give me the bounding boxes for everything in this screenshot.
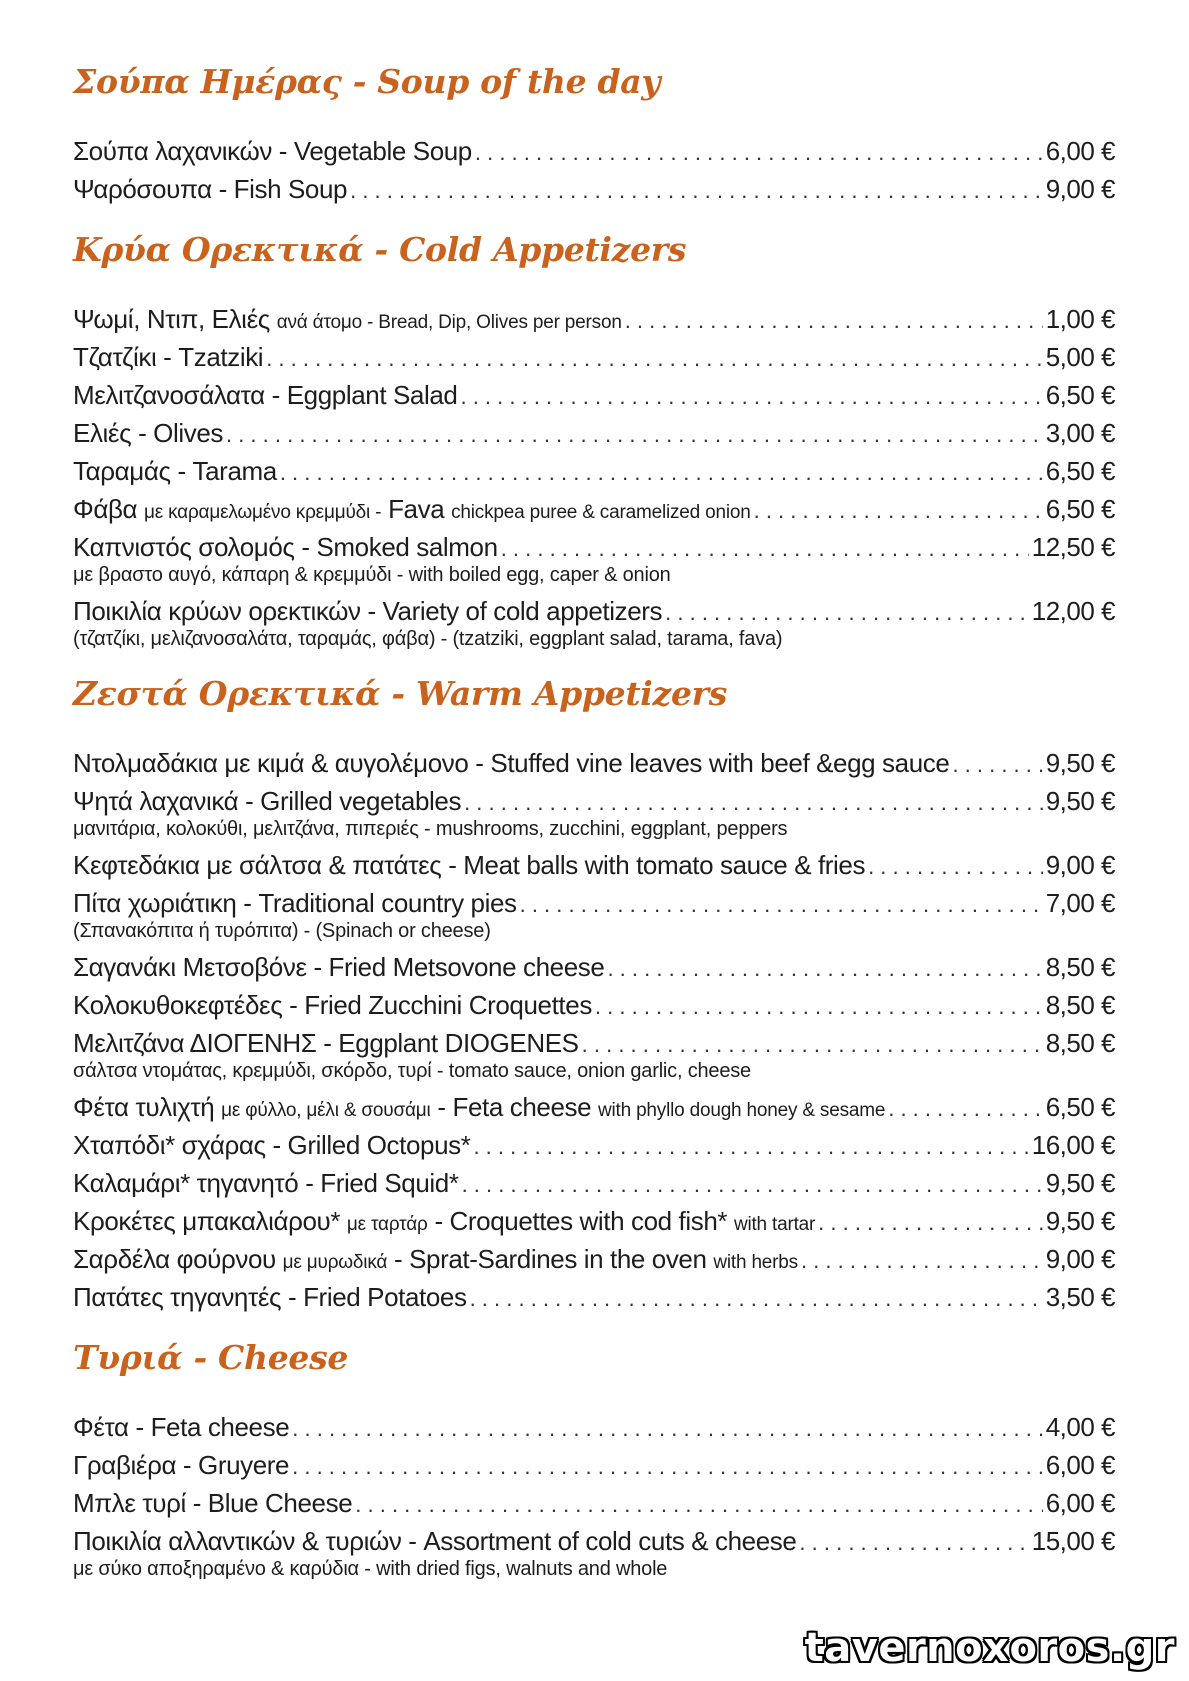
item-description: (τζατζίκι, μελιζανοσαλάτα, ταραμάς, φάβα) - (tzatziki, eggplant salad, tarama, fava) bbox=[73, 628, 783, 650]
section-title-warm: Ζεστά Ορεκτικά - Warm Appetizers bbox=[73, 674, 728, 713]
item-price: 3,50 € bbox=[1045, 1282, 1115, 1312]
item-name-note: με φύλλο, μέλι & σουσάμι bbox=[221, 1100, 431, 1121]
menu-item bbox=[73, 528, 1115, 592]
item-name-note-english: with herbs bbox=[713, 1252, 798, 1273]
item-name: Ταραμάς - Tarama bbox=[73, 456, 277, 486]
menu-item bbox=[73, 1164, 1115, 1202]
dot-leader bbox=[350, 172, 1043, 210]
menu-item bbox=[73, 1278, 1115, 1316]
item-description: μανιτάρια, κολοκύθι, μελιτζάνα, πιπεριές - mushrooms, zucchini, eggplant, peppers bbox=[73, 818, 788, 840]
dot-leader bbox=[868, 848, 1043, 886]
dot-leader bbox=[462, 1166, 1043, 1204]
item-name-english: - Croquettes with cod fish* bbox=[434, 1206, 728, 1236]
item-name: Ποικιλία αλλαντικών & τυριών - Assortment of cold cuts & cheese bbox=[73, 1526, 797, 1556]
item-price: 7,00 € bbox=[1045, 888, 1115, 918]
dot-leader bbox=[799, 1524, 1028, 1562]
dot-leader bbox=[355, 1486, 1042, 1524]
item-name: Πίτα χωριάτικη - Traditional country pies bbox=[73, 888, 517, 918]
item-name: Μελιτζανοσάλατα - Eggplant Salad bbox=[73, 380, 458, 410]
dot-leader bbox=[292, 1410, 1042, 1448]
item-name: Σούπα λαχανικών - Vegetable Soup bbox=[73, 136, 472, 166]
item-name-note: ανά άτομο - Bread, Dip, Olives per person bbox=[276, 312, 622, 333]
item-price: 12,00 € bbox=[1031, 596, 1115, 626]
item-name: Ντολμαδάκια με κιμά & αυγολέμονο - Stuffed vine leaves with beef &egg sauce bbox=[73, 748, 950, 778]
dot-leader bbox=[266, 340, 1043, 378]
menu-item bbox=[73, 1408, 1115, 1446]
item-name-english: - Sprat-Sardines in the oven bbox=[394, 1244, 707, 1274]
menu-item bbox=[73, 490, 1115, 528]
menu-item bbox=[73, 1522, 1115, 1582]
menu-item bbox=[73, 1484, 1115, 1522]
item-price: 9,50 € bbox=[1045, 1206, 1115, 1236]
dot-leader bbox=[473, 1128, 1028, 1166]
menu-item bbox=[73, 1088, 1115, 1126]
item-price: 6,50 € bbox=[1045, 380, 1115, 410]
section-title-cold: Κρύα Ορεκτικά - Cold Appetizers bbox=[73, 230, 687, 269]
dot-leader bbox=[226, 416, 1043, 454]
item-name bbox=[73, 300, 622, 342]
warm-list bbox=[73, 744, 1115, 1316]
menu-item bbox=[73, 948, 1115, 986]
dot-leader bbox=[888, 1090, 1042, 1128]
item-name bbox=[73, 1240, 798, 1282]
item-name: Γραβιέρα - Gruyere bbox=[73, 1450, 290, 1480]
menu-item bbox=[73, 1240, 1115, 1278]
menu-item bbox=[73, 170, 1115, 208]
section-cheese bbox=[73, 1338, 1115, 1582]
dot-leader bbox=[280, 454, 1043, 492]
item-price: 9,50 € bbox=[1045, 1168, 1115, 1198]
item-price: 1,00 € bbox=[1045, 304, 1115, 334]
item-price: 15,00 € bbox=[1031, 1526, 1115, 1556]
soup-list bbox=[73, 132, 1115, 208]
menu-item bbox=[73, 986, 1115, 1024]
menu-item bbox=[73, 376, 1115, 414]
item-price: 9,00 € bbox=[1045, 850, 1115, 880]
menu-item bbox=[73, 338, 1115, 376]
menu-item bbox=[73, 132, 1115, 170]
item-name-main: Φέτα τυλιχτή bbox=[73, 1092, 215, 1122]
menu-item bbox=[73, 452, 1115, 490]
item-name-main: Κροκέτες μπακαλιάρου* bbox=[73, 1206, 341, 1236]
menu-item bbox=[73, 300, 1115, 338]
section-warm-appetizers bbox=[73, 674, 1115, 1316]
item-price: 6,50 € bbox=[1045, 1092, 1115, 1122]
menu-item bbox=[73, 782, 1115, 846]
section-title-soup: Σούπα Ημέρας - Soup of the day bbox=[73, 62, 661, 101]
menu-item bbox=[73, 1446, 1115, 1484]
item-name: Ελιές - Olives bbox=[73, 418, 223, 448]
item-price: 8,50 € bbox=[1045, 990, 1115, 1020]
menu-item bbox=[73, 1126, 1115, 1164]
item-name: Πατάτες τηγανητές - Fried Potatoes bbox=[73, 1282, 467, 1312]
item-price: 9,00 € bbox=[1045, 1244, 1115, 1274]
cold-list bbox=[73, 300, 1115, 652]
item-name: Σαγανάκι Μετσοβόνε - Fried Metsovone cheese bbox=[73, 952, 605, 982]
section-soup bbox=[73, 62, 1115, 208]
item-name-note-english: with tartar bbox=[733, 1214, 816, 1235]
menu-item bbox=[73, 1024, 1115, 1088]
item-name bbox=[73, 1202, 815, 1244]
dot-leader bbox=[625, 302, 1043, 340]
item-price: 3,00 € bbox=[1045, 418, 1115, 448]
dot-leader bbox=[952, 746, 1042, 784]
item-name: Μπλε τυρί - Blue Cheese bbox=[73, 1488, 353, 1518]
item-name-main: Σαρδέλα φούρνου bbox=[73, 1244, 276, 1274]
item-price: 6,50 € bbox=[1045, 456, 1115, 486]
menu-item bbox=[73, 884, 1115, 948]
dot-leader bbox=[801, 1242, 1043, 1280]
item-name-note: με μυρωδικά bbox=[282, 1252, 388, 1273]
item-name-main: Φάβα bbox=[73, 494, 138, 524]
item-description: (Σπανακόπιτα ή τυρόπιτα) - (Spinach or cheese) bbox=[73, 920, 491, 942]
item-price: 9,50 € bbox=[1045, 748, 1115, 778]
dot-leader bbox=[818, 1204, 1043, 1242]
item-price: 6,00 € bbox=[1045, 136, 1115, 166]
section-title-cheese: Τυριά - Cheese bbox=[73, 1338, 349, 1377]
item-name: Τζατζίκι - Tzatziki bbox=[73, 342, 264, 372]
item-price: 5,00 € bbox=[1045, 342, 1115, 372]
dot-leader bbox=[595, 988, 1043, 1026]
item-price: 12,50 € bbox=[1031, 532, 1115, 562]
item-price: 6,50 € bbox=[1045, 494, 1115, 524]
dot-leader bbox=[292, 1448, 1043, 1486]
item-name bbox=[73, 1088, 885, 1130]
item-name: Φέτα - Feta cheese bbox=[73, 1412, 290, 1442]
item-name-note-english: chickpea puree & caramelized onion bbox=[451, 502, 751, 523]
item-name: Κεφτεδάκια με σάλτσα & πατάτες - Meat balls with tomato sauce & fries bbox=[73, 850, 866, 880]
dot-leader bbox=[460, 378, 1042, 416]
item-description: με σύκο αποξηραμένο & καρύδια - with dried figs, walnuts and whole bbox=[73, 1558, 668, 1580]
item-name-english: - Feta cheese bbox=[437, 1092, 592, 1122]
item-name bbox=[73, 490, 751, 532]
item-name: Καλαμάρι* τηγανητό - Fried Squid* bbox=[73, 1168, 459, 1198]
item-price: 8,50 € bbox=[1045, 1028, 1115, 1058]
item-name-note: με καραμελωμένο κρεμμύδι - bbox=[144, 502, 382, 523]
dot-leader bbox=[607, 950, 1042, 988]
menu-item bbox=[73, 744, 1115, 782]
item-name: Χταπόδι* σχάρας - Grilled Octopus* bbox=[73, 1130, 471, 1160]
menu-item bbox=[73, 592, 1115, 652]
item-name: Μελιτζάνα ΔΙΟΓΕΝΗΣ - Eggplant DIOGENES bbox=[73, 1028, 579, 1058]
item-name-english: Fava bbox=[388, 494, 445, 524]
menu-item bbox=[73, 1202, 1115, 1240]
dot-leader bbox=[520, 886, 1043, 924]
item-price: 4,00 € bbox=[1045, 1412, 1115, 1442]
section-cold-appetizers bbox=[73, 230, 1115, 652]
dot-leader bbox=[754, 492, 1043, 530]
dot-leader bbox=[470, 1280, 1043, 1318]
item-name: Ποικιλία κρύων ορεκτικών - Variety of cold appetizers bbox=[73, 596, 663, 626]
item-price: 16,00 € bbox=[1031, 1130, 1115, 1160]
item-price: 9,50 € bbox=[1045, 786, 1115, 816]
item-name: Ψητά λαχανικά - Grilled vegetables bbox=[73, 786, 462, 816]
item-description: σάλτσα ντομάτας, κρεμμύδι, σκόρδο, τυρί - tomato sauce, onion garlic, cheese bbox=[73, 1060, 751, 1082]
item-price: 6,00 € bbox=[1045, 1450, 1115, 1480]
item-name-main: Ψωμί, Ντιπ, Ελιές bbox=[73, 304, 270, 334]
item-price: 9,00 € bbox=[1045, 174, 1115, 204]
menu-item bbox=[73, 414, 1115, 452]
dot-leader bbox=[475, 134, 1043, 172]
item-name-note: με ταρτάρ bbox=[346, 1214, 428, 1235]
item-name: Καπνιστός σολομός - Smoked salmon bbox=[73, 532, 498, 562]
menu-page bbox=[73, 62, 1115, 1582]
menu-item bbox=[73, 846, 1115, 884]
item-name: Κολοκυθοκεφτέδες - Fried Zucchini Croquettes bbox=[73, 990, 592, 1020]
item-name: Ψαρόσουπα - Fish Soup bbox=[73, 174, 348, 204]
watermark-site-name: tavernoxoros.gr bbox=[804, 1625, 1175, 1671]
item-description: με βραστο αυγό, κάπαρη & κρεμμύδι - with boiled egg, caper & onion bbox=[73, 564, 671, 586]
cheese-list bbox=[73, 1408, 1115, 1582]
item-price: 8,50 € bbox=[1045, 952, 1115, 982]
item-price: 6,00 € bbox=[1045, 1488, 1115, 1518]
item-name-note-english: with phyllo dough honey & sesame bbox=[598, 1100, 886, 1121]
